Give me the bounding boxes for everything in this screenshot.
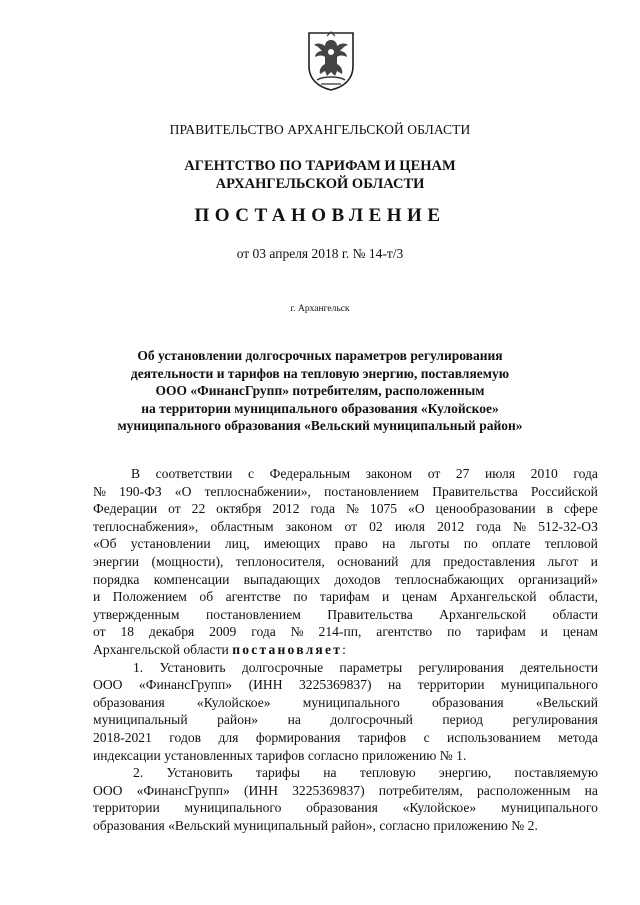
text-line [93, 535, 598, 553]
word: области, [549, 589, 598, 605]
word: тарифов [357, 729, 407, 745]
text-line [93, 676, 598, 694]
word: Положением [112, 589, 187, 605]
agency-line: АГЕНТСТВО ПО ТАРИФАМ И ЦЕНАМ [184, 158, 456, 174]
word: соответствии [155, 466, 233, 481]
word: 22 [191, 501, 206, 517]
word: организаций» [518, 571, 598, 587]
word: энергии [93, 553, 140, 569]
paragraph-item-1 [93, 659, 598, 747]
word: район» [217, 712, 259, 728]
coat-of-arms-icon [305, 30, 357, 92]
word: 2009 [209, 624, 237, 640]
text-line [93, 465, 598, 483]
word: предоставления [443, 553, 536, 569]
word: имеющих [263, 536, 321, 552]
word: Правительства [432, 483, 518, 499]
word: территории [93, 800, 160, 816]
word: законом [365, 466, 413, 481]
text-line [93, 641, 598, 659]
word: «Вельский [535, 694, 598, 710]
word: Правительства [327, 606, 413, 622]
word: 2012 [272, 501, 300, 517]
word: «О [174, 483, 192, 499]
word: года [251, 624, 276, 640]
word: (ИНН [243, 782, 278, 798]
word: ООО [93, 677, 123, 693]
subject-line: деятельности и тарифов на тепловую энергию, поставляемую [130, 365, 510, 381]
document-body [93, 465, 598, 834]
word: порядка [93, 571, 140, 587]
word: деятельности [520, 659, 598, 675]
text-line: образования «Вельский муниципальный район», согласно приложению № 2. [93, 817, 538, 833]
word: образования [306, 800, 378, 816]
word: октября [216, 501, 262, 517]
text-line [93, 606, 598, 624]
word: Архангельской [449, 589, 537, 605]
word: Архангельской [439, 606, 527, 622]
word: «ФинансГрупп» [138, 677, 233, 693]
word: долгосрочные [241, 659, 324, 675]
word: 3225369837) [292, 782, 365, 798]
word: № [513, 518, 527, 534]
word: 2012 [437, 518, 465, 534]
word: 512-32-ОЗ [538, 518, 598, 534]
word: июля [394, 518, 425, 534]
text-line [93, 500, 598, 518]
word: установлении [130, 536, 211, 552]
agency-line: АРХАНГЕЛЬСКОЙ ОБЛАСТИ [215, 176, 425, 192]
text-line [93, 659, 598, 677]
word: «Кулойское» [402, 800, 477, 816]
word: использованием [447, 729, 541, 745]
word: оплате [491, 536, 531, 552]
word: муниципального [184, 800, 282, 816]
word: по [293, 589, 308, 605]
word: 02 [369, 518, 383, 534]
word: годов [169, 729, 202, 745]
word: энергию, [438, 765, 492, 781]
word: период [442, 712, 484, 728]
word: тарифы [255, 765, 300, 781]
word: постановлением [324, 483, 420, 499]
word: право [334, 536, 368, 552]
word: от [168, 501, 181, 517]
word: в [546, 501, 554, 517]
word: № [93, 483, 106, 499]
text-line [93, 764, 598, 782]
word: «О [408, 501, 425, 517]
word: выпадающих [243, 571, 321, 587]
word: компенсации [153, 571, 230, 587]
word: тепловую [359, 765, 416, 781]
word: 3225369837) [299, 677, 372, 693]
word: декабря [148, 624, 195, 640]
word: В [131, 466, 141, 481]
word: муниципальный [93, 712, 188, 728]
word: (ИНН [248, 677, 283, 693]
word: (мощности), [151, 553, 224, 569]
text-line [93, 711, 598, 729]
word: «Кулойское» [196, 694, 271, 710]
subject-line: Об установлении долгосрочных параметров регулирования [137, 348, 503, 363]
word: 27 [455, 466, 470, 481]
city-label: г. Архангельск [290, 304, 350, 314]
word: на [323, 765, 337, 781]
text-run: Архангельской области [93, 641, 233, 657]
document-type: ПОСТАНОВЛЕНИЕ [194, 205, 446, 226]
text-line [93, 518, 598, 536]
word: об [199, 589, 214, 605]
word: долгосрочный [330, 712, 413, 728]
word: регулирования [512, 712, 598, 728]
word: льгот [547, 553, 579, 569]
word: утвержденным [93, 606, 180, 622]
word: регулирования [418, 659, 504, 675]
word: постановлением [205, 606, 301, 622]
word: метода [558, 729, 598, 745]
word: и [540, 624, 548, 640]
word: поставляемую [514, 765, 598, 781]
word: тарифам [476, 624, 526, 640]
decree-word: постановляет [232, 641, 343, 657]
word: Российской [530, 483, 598, 499]
text-line [93, 553, 598, 571]
text-line [93, 799, 598, 817]
word: теплоснабжения», [93, 518, 199, 534]
word: сфере [563, 501, 598, 517]
word: теплоснабжающих [394, 571, 504, 587]
word: агентстве [225, 589, 281, 605]
word: образования [431, 694, 504, 710]
word: и [93, 589, 101, 605]
word: от [344, 518, 357, 534]
word: Установить [159, 659, 226, 675]
document-subject [0, 347, 640, 435]
text-run: : [342, 641, 346, 657]
document-date-number: от 03 апреля 2018 г. № 14-т/3 [236, 246, 404, 261]
word: 2010 [530, 466, 558, 481]
word: на [287, 712, 301, 728]
word: теплоносителя, [235, 553, 325, 569]
text-line [93, 694, 598, 712]
subject-line: муниципального образования «Вельский муниципальный район» [117, 418, 523, 433]
word: оснований [337, 553, 399, 569]
word: года [310, 501, 336, 517]
word: ООО [93, 782, 123, 798]
word: «ФинансГрупп» [136, 782, 230, 798]
paragraph-item-2 [93, 764, 598, 817]
paragraph-preamble [93, 465, 598, 641]
word: по [463, 536, 478, 552]
word: доходов [334, 571, 381, 587]
word: Установить [166, 765, 233, 781]
subject-line: на территории муниципального образования «Кулойское» [141, 400, 499, 416]
word: 18 [120, 624, 135, 640]
word: года [573, 466, 598, 481]
word: года [476, 518, 502, 534]
word: для [218, 729, 239, 745]
word: области [552, 606, 598, 622]
word: областным [210, 518, 274, 534]
word: расположенным [476, 782, 571, 798]
word: на [382, 536, 396, 552]
word: лиц, [224, 536, 250, 552]
word: ценообразовании [435, 501, 536, 517]
word: 2018-2021 [93, 729, 152, 745]
word: образования [93, 694, 165, 710]
word: Федерации [93, 501, 158, 517]
word: июля [484, 466, 516, 481]
word: потребителям, [378, 782, 463, 798]
word: агентство [376, 624, 433, 640]
text-line [93, 588, 598, 606]
word: 1. [133, 659, 144, 675]
text-line [93, 623, 598, 641]
text-line: индексации установленных тарифов согласно приложению № 1. [93, 747, 467, 763]
word: тарифам [319, 589, 370, 605]
agency-title [0, 157, 640, 193]
text-line [93, 729, 598, 747]
word: муниципального [500, 677, 598, 693]
word: с [423, 729, 430, 745]
word: формирования [255, 729, 341, 745]
word: ценам [562, 624, 598, 640]
word: законом [285, 518, 333, 534]
word: тепловой [544, 536, 598, 552]
government-title: ПРАВИТЕЛЬСТВО АРХАНГЕЛЬСКОЙ ОБЛАСТИ [169, 122, 471, 137]
word: и [590, 553, 598, 569]
word: на [584, 782, 598, 798]
word: Федеральным [269, 466, 351, 481]
word: муниципального [302, 694, 400, 710]
text-line [93, 782, 598, 800]
word: по [447, 624, 462, 640]
word: и [382, 589, 390, 605]
subject-line: ООО «ФинансГрупп» потребителям, расположенным [155, 383, 485, 398]
word: № [290, 624, 304, 640]
word: 2. [133, 765, 144, 781]
word: 214-пп, [318, 624, 362, 640]
text-line [93, 571, 598, 589]
word: муниципального [500, 800, 598, 816]
word: льготы [409, 536, 450, 552]
word: на [387, 677, 402, 693]
word: теплоснабжении», [204, 483, 311, 499]
word: для [410, 553, 431, 569]
word: 190-ФЗ [119, 483, 162, 499]
word: от [93, 624, 106, 640]
word: № [345, 501, 359, 517]
word: территории [417, 677, 485, 693]
word: 1075 [369, 501, 398, 517]
word: от [427, 466, 441, 481]
word: с [247, 466, 255, 481]
word: «Об [93, 536, 117, 552]
text-line [93, 483, 598, 501]
word: ценам [401, 589, 438, 605]
word: параметры [339, 659, 403, 675]
